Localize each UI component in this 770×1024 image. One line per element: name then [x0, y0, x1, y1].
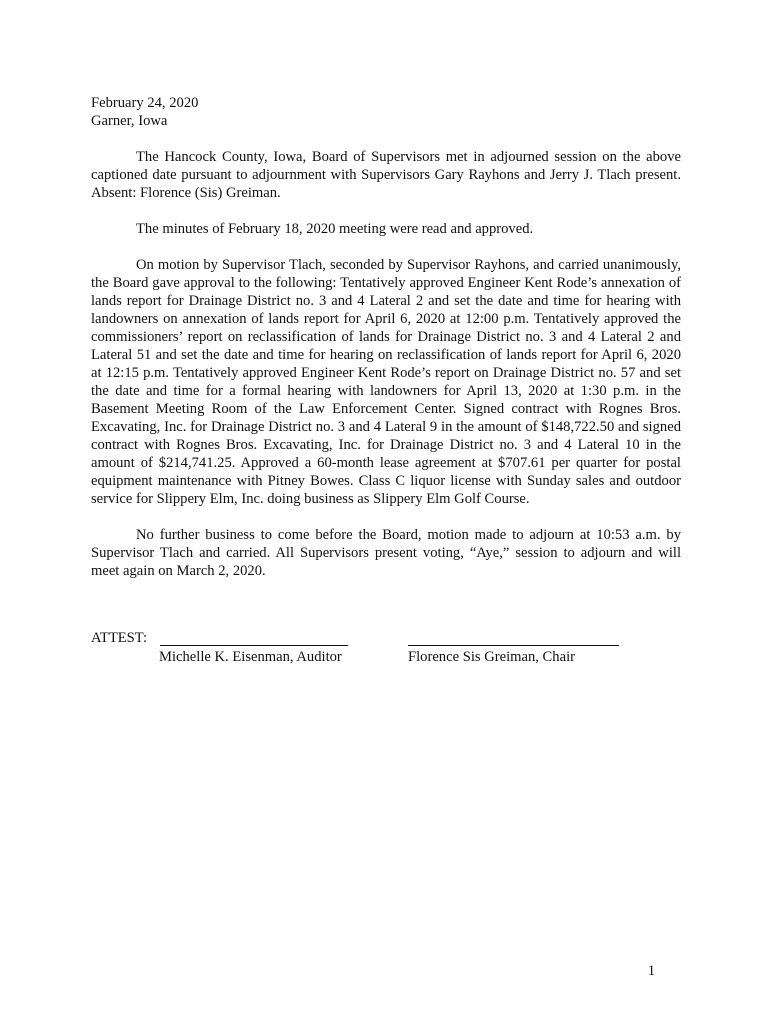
session-paragraph: The Hancock County, Iowa, Board of Supervisors met in adjourned session on the above captioned date pursuant to adjournment with Supervisors Gary Rayhons and Jerry J. Tlach present. Absent: Florence (Sis) Greiman. [91, 149, 681, 201]
minutes-approval-paragraph: The minutes of February 18, 2020 meeting were read and approved. [136, 221, 534, 237]
minutes-body [91, 148, 681, 580]
motion-paragraph: On motion by Supervisor Tlach, seconded by Supervisor Rayhons, and carried unanimously, the Board gave approval to the following: Tentatively approved Engineer Kent Rode’s annexation of lands report for Drainage District no. 3 and 4 Lateral 2 and set the date and time for hearing with landowners on annexation of lands report for April 6, 2020 at 12:00 p.m. Tentatively approved the commissioners’ report on reclassification of lands for Drainage District no. 3 and 4 Lateral 2 and Lateral 51 and set the date and time for hearing on reclassification of lands report for April 6, 2020 at 12:15 p.m. Tentatively approved Engineer Kent Rode’s report on Drainage District no. 57 and set the date and time for a formal hearing with landowners for April 13, 2020 at 1:30 p.m. in the Basement Meeting Room of the Law Enforcement Center. Signed contract with Rognes Bros. Excavating, Inc. for Drainage District no. 3 and 4 Lateral 9 in the amount of $148,722.50 and signed contract with Rognes Bros. Excavating, Inc. for Drainage District no. 3 and 4 Lateral 10 in the amount of $214,741.25. Approved a 60-month lease agreement at $707.61 per quarter for postal equipment maintenance with Pitney Bowes. Class C liquor license with Sunday sales and outdoor service for Slippery Elm, Inc. doing business as Slippery Elm Golf Course. [91, 257, 681, 507]
adjournment-paragraph: No further business to come before the Board, motion made to adjourn at 10:53 a.m. by Supervisor Tlach and carried. All Supervisors present voting, “Aye,” session to adjourn and will meet again on March 2, 2020. [91, 527, 681, 579]
chair-name: Florence Sis Greiman, Chair [408, 649, 575, 665]
document-header [91, 94, 198, 130]
auditor-name: Michelle K. Eisenman, Auditor [159, 649, 342, 665]
chair-signature-line [408, 645, 619, 646]
signature-block [91, 629, 691, 669]
meeting-location: Garner, Iowa [91, 113, 168, 129]
attest-label: ATTEST: [91, 630, 148, 646]
auditor-signature-line [160, 645, 348, 646]
page-number: 1 [647, 963, 655, 979]
meeting-date: February 24, 2020 [91, 95, 199, 111]
